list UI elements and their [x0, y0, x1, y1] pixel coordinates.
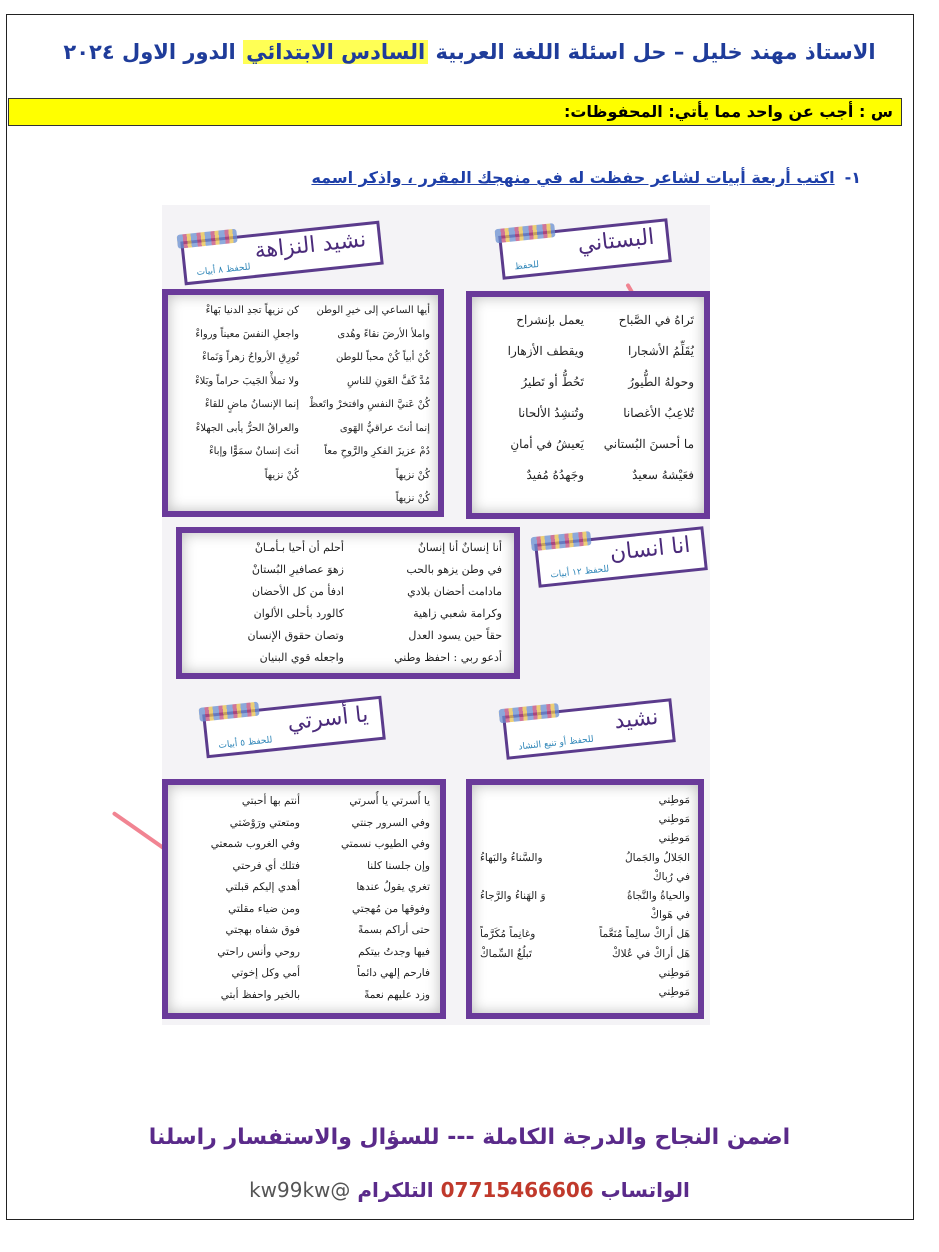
page-title: [0, 40, 939, 64]
poem-line: دُمْ عزيزَ الفكرِ والرَّوحِ معاً: [324, 446, 430, 457]
poem-line: وتُنشِدُ الألحانا: [518, 406, 584, 420]
poem-line: وفوقها من مُهجتي: [351, 902, 430, 915]
ornament-icon: [498, 703, 559, 723]
poem-line: أنا إنسانٌ أنا إنسانٌ: [417, 541, 502, 554]
poem-line: فارحم إلهي دائماً: [357, 967, 430, 979]
title-part1: الاستاذ مهند خليل – حل اسئلة اللغة العربية: [428, 40, 876, 64]
poem-box-bustani: [466, 291, 710, 519]
poem-tag-nasheed: [502, 698, 676, 760]
footer-slogan: اضمن النجاح والدرجة الكاملة --- للسؤال والاستفسار راسلنا: [148, 1125, 791, 1150]
subquestion: [311, 168, 861, 187]
poem-line-part: هَل أراكْ سالِماً مُنَعَّماً: [599, 928, 690, 941]
poem-line: أنتَ إنسانٌ سمَوًّا وإباءْ: [208, 446, 299, 457]
poem-line: أيها الساعي إلى خيرِ الوطن: [316, 305, 430, 316]
poem-title: البستاني: [576, 224, 656, 258]
poem-line: زهوَ عصافيرِ البُستانْ: [251, 563, 344, 576]
poem-line: [480, 829, 690, 848]
ornament-icon: [177, 229, 238, 249]
whatsapp-label: الواتساب: [600, 1178, 690, 1202]
poem-line: وحولهُ الطُّيورُ: [628, 375, 694, 389]
poem-line: كُنْ نزيهاً: [395, 493, 430, 504]
poem-line-part: مَوطِني: [658, 966, 690, 979]
poem-line: روحي وأنس راحتي: [217, 945, 300, 958]
poem-line: إنما أنتَ عراقيُّ الهَوى: [339, 422, 430, 434]
poem-line: يُقَلِّمُ الأشجارا: [628, 344, 694, 358]
poem-line-part: مَوطِني: [658, 813, 690, 826]
title-highlight: السادس الابتدائي: [243, 40, 428, 64]
poem-line: كُنْ أبياً كُنْ محباً للوطن: [335, 352, 430, 363]
poem-line: فعَيْشهُ سعيدٌ: [632, 468, 694, 482]
telegram-handle: @kw99kw: [249, 1178, 351, 1202]
poem-line: يا أُسرتي يا أُسرتي: [349, 795, 430, 807]
poem-line-part: مَوطِني: [658, 986, 690, 999]
poem-tag-note: للحفظ ٥ أبيات: [218, 735, 273, 751]
poem-line: تَحُطُّ أو تَطيرُ: [521, 375, 584, 389]
poem-line: [480, 964, 690, 983]
poem-title: نشيد النزاهة: [253, 227, 368, 264]
poem-tag-note: للحفظ أو تنيع النشاد: [518, 734, 595, 753]
footer-contact: [0, 1178, 939, 1202]
ornament-icon: [530, 531, 591, 551]
poem-line: [480, 887, 690, 906]
poem-tag-usrati: [202, 696, 386, 759]
poem-line: [480, 868, 690, 887]
poem-line: وجَهدُهُ مُفيدٌ: [526, 468, 584, 482]
poem-line: تَراهُ في الصَّباح: [618, 313, 694, 327]
poem-line: ويقطف الأزهارا: [507, 344, 584, 358]
poem-line: ومن ضياء مقلتي: [228, 902, 300, 915]
scanned-poems-image: [162, 205, 710, 1025]
poem-line-part: الجَلالُ والجَمالُ: [625, 851, 690, 864]
poem-line: وفي السرور جنتي: [351, 816, 430, 829]
poem-line: فيها وجدتُ بيتكم: [358, 945, 430, 958]
ornament-icon: [198, 702, 259, 722]
poem-line: [480, 906, 690, 925]
poem-line-part: تَبلُغُ السِّماكْ: [480, 947, 532, 960]
poem-title: نشيد: [613, 704, 660, 735]
poem-line: أدعو ربي : احفظ وطني: [394, 651, 502, 664]
title-part2: الدور الاول ٢٠٢٤: [63, 40, 244, 64]
poem-line: ادفأ من كل الأحضان: [252, 585, 344, 598]
poem-line: وتصان حقوق الإنسان: [247, 629, 344, 642]
poem-line: أهدي إليكم قبلتي: [225, 881, 300, 893]
poem-line: [480, 925, 690, 944]
poem-line: وفي الغروب شمعتي: [210, 838, 300, 850]
poem-box-nasheed: [466, 779, 704, 1019]
poem-line: وفي الطيوب نسمتي: [340, 838, 430, 850]
poem-line: مادامت أحضان بلادي: [407, 585, 502, 598]
poem-line: كُنْ نزيهاً: [395, 469, 430, 481]
poem-line: كُنْ عَنيَّ النفسِ وافتخرْ واتَعظْ: [308, 399, 430, 410]
poem-line-part: مَوطِني: [658, 794, 690, 806]
poem-tag-note: للحفظ: [514, 259, 540, 273]
poem-line: ومتعتي ورَوْضَتي: [229, 816, 300, 829]
poem-line: إنما الإنسانُ ماضٍ للقاءْ: [204, 399, 299, 410]
poem-line: أنتم بها أحبتي: [241, 795, 300, 807]
poem-line: كالورد بأحلى الألوان: [253, 607, 344, 620]
poem-line-part: وَ الهَناءُ والرَّجاءُ: [480, 890, 546, 903]
poem-line: ولا تملأْ الجَيبَ حراماً وبَلاءْ: [194, 375, 299, 387]
poem-tag-note: للحفظ ١٢ أبيات: [550, 564, 610, 581]
poem-tag-nazaha: [180, 221, 384, 286]
poem-line: واملأ الأرضَ نقاءً وهُدى: [337, 328, 430, 340]
poem-line: [480, 945, 690, 964]
poem-line: واجعلِ النفسَ معيناً ورواءْ: [195, 328, 299, 340]
poem-line-part: والحياةُ والنَّجاةُ: [626, 890, 690, 903]
poem-line: وإن جلسنا كلنا: [367, 859, 430, 872]
poem-line: ما أحسنَ البُستاني: [603, 437, 694, 451]
poem-line: تغري يقولُ عندها: [356, 881, 430, 893]
poem-box-insan: [176, 527, 520, 679]
subquestion-text: اكتب أربعة أبيات لشاعر حفظت له في منهجك المقرر ، واذكر اسمه: [311, 168, 835, 187]
poem-line: تُورِقِ الأرواحُ زهراً وَنَماءْ: [202, 352, 299, 363]
poem-title: يا أسرتي: [286, 702, 370, 736]
subquestion-number: ١-: [844, 168, 861, 187]
poem-line: يَعيشُ في أمانِ: [510, 437, 584, 451]
poem-line: بالخير واحفظ أبتي: [220, 988, 300, 1001]
poem-line: والعراقُ الحرُّ يأبى الجهلاءْ: [195, 422, 299, 434]
poem-line: كن نزيهاً تجدِ الدنيا بَهاءْ: [205, 305, 299, 316]
poem-line: [480, 983, 690, 1002]
poem-line-part: في هَواكْ: [650, 909, 690, 922]
question-banner: س : أجب عن واحد مما يأتي: المحفوظات:: [8, 98, 902, 126]
poem-tag-bustani: [498, 218, 672, 280]
poem-tag-insan: [534, 526, 708, 588]
poem-line: واجعله قوي البنيان: [259, 651, 344, 664]
poem-line-part: وغانِماً مُكَرَّماً: [480, 928, 536, 941]
poem-box-usrati: [162, 779, 446, 1019]
poem-line: حتى أراكم بسمةً: [358, 924, 430, 936]
telegram-label: التلكرام: [357, 1178, 434, 1202]
poem-line: [480, 849, 690, 868]
poem-line: كُنْ نزيهاً: [264, 469, 299, 481]
poem-line-part: هَل أراكْ في عُلاكْ: [611, 947, 690, 960]
poem-line: أحلم أن أحيا بـأمـانْ: [254, 541, 344, 554]
poem-line: أمي وكل إخوتي: [231, 967, 300, 979]
poem-line-part: والسَّناءُ والبَهاءُ: [480, 851, 543, 864]
poem-line: تُلاعِبُ الأغصانا: [623, 406, 694, 420]
poem-line: فوق شفاه بهجتي: [225, 924, 300, 936]
poem-line: [480, 810, 690, 829]
poem-line-part: مَوطِني: [658, 832, 690, 845]
poem-line: [480, 791, 690, 810]
poem-line: حقاً حين يسود العدل: [408, 629, 502, 642]
poem-line: فتلك أي فرحتي: [232, 859, 300, 872]
ornament-icon: [494, 223, 555, 243]
poem-tag-note: للحفظ ٨ أبيات: [196, 262, 251, 279]
poem-line: في وطن يزهو بالحب: [406, 563, 502, 576]
poem-title: انا انسان: [608, 532, 692, 567]
poem-box-nazaha: [162, 289, 444, 517]
poem-line: وزد عليهم نعمةً: [364, 988, 430, 1001]
poem-line-part: في رُباكْ: [653, 870, 690, 883]
poem-line: يعمل بإنشراح: [516, 313, 584, 327]
poem-line: مُدَّ كَفَّ العَونِ للناسِ: [346, 375, 430, 387]
phone-number: 07715466606: [440, 1178, 594, 1202]
poem-line: وكرامة شعبي زاهية: [413, 607, 502, 620]
